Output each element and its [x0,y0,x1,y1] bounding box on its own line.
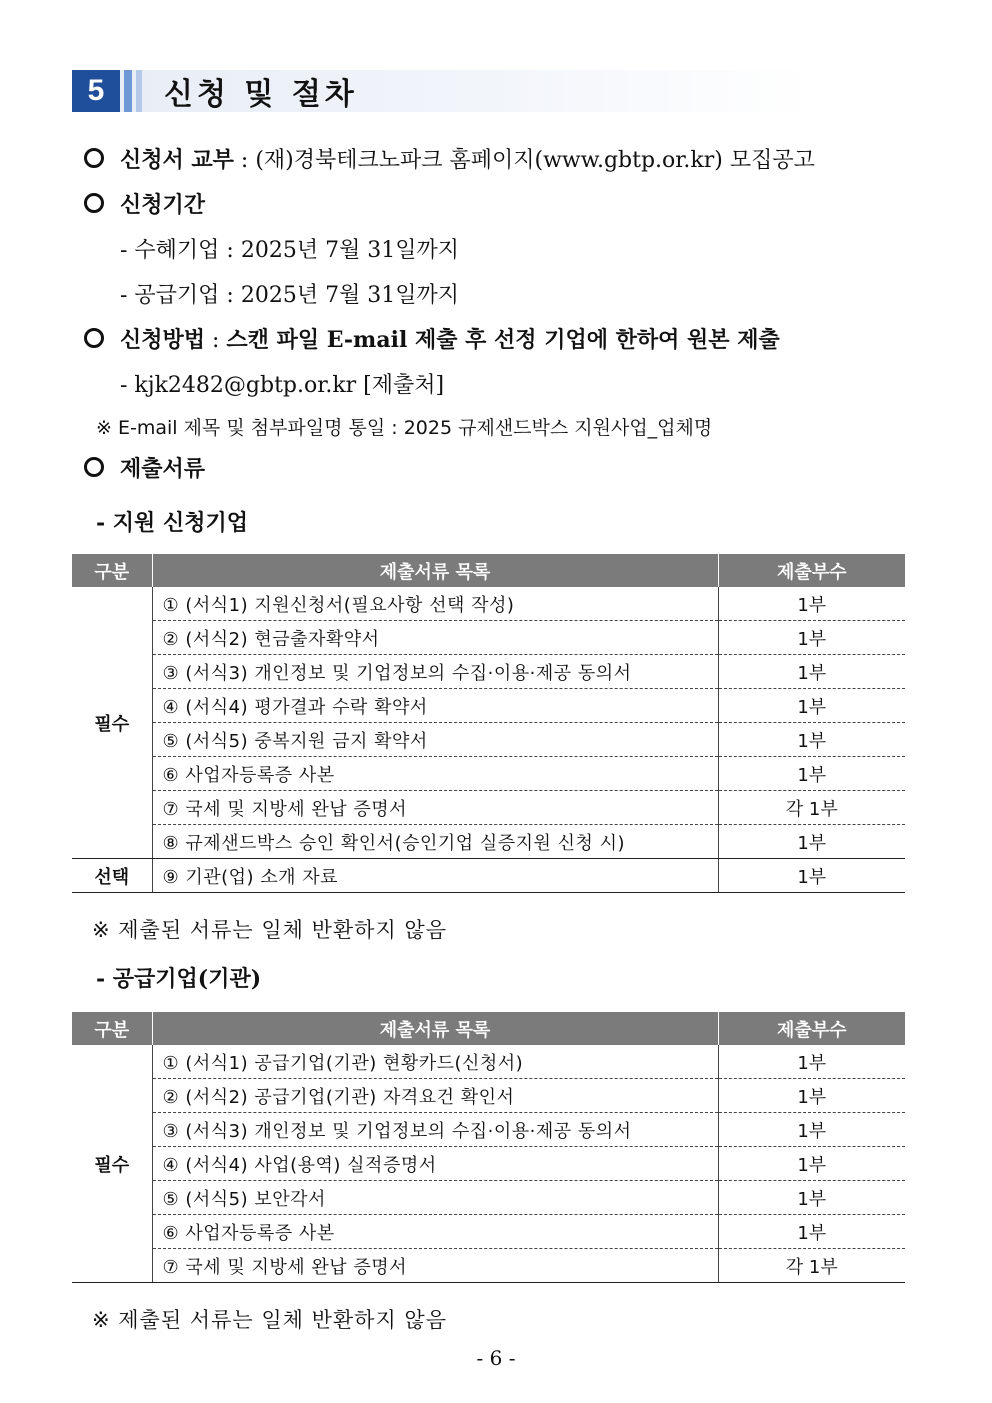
document-count: 각 1부 [718,1249,905,1283]
document-item: ① (서식1) 지원신청서(필요사항 선택 작성) [152,587,718,621]
section-accent-bar-light [136,70,142,112]
table-row [72,1215,905,1249]
table-row [72,757,905,791]
document-item: ⑤ (서식5) 중복지원 금지 확약서 [152,723,718,757]
document-item: ⑦ 국세 및 지방세 완납 증명서 [152,791,718,825]
table-row [72,1181,905,1215]
document-count: 1부 [718,621,905,655]
method-line [84,323,780,354]
circle-bullet-icon [84,457,104,477]
header-list: 제출서류 목록 [152,1012,718,1045]
table-row [72,791,905,825]
document-item: ② (서식2) 공급기업(기관) 자격요건 확인서 [152,1079,718,1113]
table-row [72,859,905,893]
method-contact: - kjk2482@gbtp.or.kr [제출처] [120,373,445,398]
document-item: ⑨ 기관(업) 소개 자료 [152,859,718,893]
supplier-documents-table [72,1012,905,1283]
page-number: - 6 - [476,1346,516,1370]
method-note: ※ E-mail 제목 및 첨부파일명 통일 : 2025 규제샌드박스 지원사업_업체명 [96,417,713,439]
distribution-label: 신청서 교부 [120,147,234,173]
document-item: ⑥ 사업자등록증 사본 [152,757,718,791]
supplier-heading: - 공급기업(기관) [96,966,262,992]
table-row [72,1113,905,1147]
document-item: ② (서식2) 현금출자확약서 [152,621,718,655]
header-count: 제출부수 [718,1012,905,1045]
period-label: 신청기간 [120,192,206,218]
document-count: 1부 [718,859,905,893]
document-count: 1부 [718,1215,905,1249]
distribution-sep: : [233,148,256,173]
document-count: 1부 [718,655,905,689]
method-label: 신청방법 [120,327,206,353]
document-item: ⑥ 사업자등록증 사본 [152,1215,718,1249]
table-row [72,1147,905,1181]
section-number: 5 [72,70,120,112]
circle-bullet-icon [84,193,104,213]
table-row [72,723,905,757]
distribution-line [84,143,815,174]
table-row [72,689,905,723]
document-count: 1부 [718,757,905,791]
document-item: ⑦ 국세 및 지방세 완납 증명서 [152,1249,718,1283]
document-count: 1부 [718,1045,905,1079]
document-item: ⑤ (서식5) 보안각서 [152,1181,718,1215]
method-sep: : [205,328,227,353]
period-item-recipient: - 수혜기업 : 2025년 7월 31일까지 [120,238,460,263]
document-count: 1부 [718,825,905,859]
document-item: ③ (서식3) 개인정보 및 기업정보의 수집·이용·제공 동의서 [152,1113,718,1147]
document-item: ③ (서식3) 개인정보 및 기업정보의 수집·이용·제공 동의서 [152,655,718,689]
table-row [72,621,905,655]
document-count: 1부 [718,1147,905,1181]
period-line [84,188,205,219]
header-list: 제출서류 목록 [152,554,718,587]
category-required: 필수 [72,1045,152,1283]
document-count: 1부 [718,1079,905,1113]
section-title: 신청 및 절차 [164,77,358,112]
documents-line [84,452,205,483]
table-header-row [72,554,905,587]
document-item: ① (서식1) 공급기업(기관) 현황카드(신청서) [152,1045,718,1079]
distribution-value: (재)경북테크노파크 홈페이지(www.gbtp.or.kr) 모집공고 [255,148,815,173]
header-category: 구분 [72,554,152,587]
applicant-documents-table [72,554,905,893]
circle-bullet-icon [84,328,104,348]
documents-label: 제출서류 [120,456,206,482]
document-item: ④ (서식4) 평가결과 수락 확약서 [152,689,718,723]
applicant-note: ※ 제출된 서류는 일체 반환하지 않음 [92,918,447,942]
category-optional: 선택 [72,859,152,893]
applicant-heading: - 지원 신청기업 [96,510,248,536]
document-item: ④ (서식4) 사업(용역) 실적증명서 [152,1147,718,1181]
table-row [72,655,905,689]
document-count: 1부 [718,723,905,757]
section-header [72,70,812,112]
table-row [72,1079,905,1113]
table-header-row [72,1012,905,1045]
header-count: 제출부수 [718,554,905,587]
method-value: 스캔 파일 E-mail 제출 후 선정 기업에 한하여 원본 제출 [226,327,780,353]
period-item-supplier: - 공급기업 : 2025년 7월 31일까지 [120,283,460,308]
header-category: 구분 [72,1012,152,1045]
document-count: 1부 [718,1181,905,1215]
table-row [72,1045,905,1079]
section-accent-bar [124,70,132,112]
document-count: 1부 [718,1113,905,1147]
category-required: 필수 [72,587,152,859]
document-item: ⑧ 규제샌드박스 승인 확인서(승인기업 실증지원 신청 시) [152,825,718,859]
table-row [72,1249,905,1283]
document-count: 1부 [718,587,905,621]
circle-bullet-icon [84,148,104,168]
document-count: 1부 [718,689,905,723]
document-count: 각 1부 [718,791,905,825]
supplier-note: ※ 제출된 서류는 일체 반환하지 않음 [92,1308,447,1332]
table-row [72,825,905,859]
table-row [72,587,905,621]
